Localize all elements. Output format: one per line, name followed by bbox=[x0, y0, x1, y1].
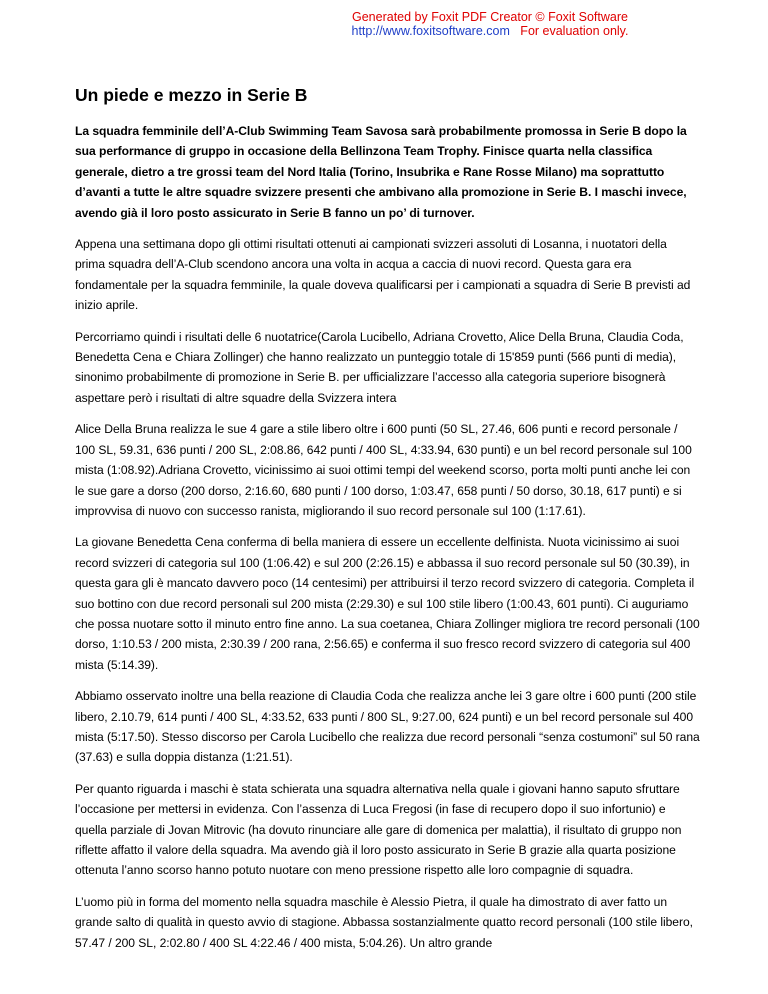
pdf-watermark bbox=[0, 10, 768, 38]
article-paragraph-5: Abbiamo osservato inoltre una bella reazione di Claudia Coda che realizza anche lei 3 gare oltre i 600 punti (200 stile libero, 2.10.79, 614 punti / 400 SL, 4:33.52, 633 punti / 800 SL, 9:27.00, 624 punti) e un bel record personale sul 400 mista (5:17.50). Stesso discorso per Carola Lucibello che realizza due record personali “senza costumoni” sul 50 rana (37.63) e sulla doppia distanza (1:21.51). bbox=[75, 689, 700, 765]
watermark-line-2 bbox=[290, 24, 690, 38]
article-paragraph-6: Per quanto riguarda i maschi è stata schierata una squadra alternativa nella quale i giovani hanno saputo sfruttare l’occasione per mettersi in evidenza. Con l’assenza di Luca Fregosi (in fase di recupero dopo il suo infortunio) e quella parziale di Jovan Mitrovic (ha dovuto rinunciare alle gare di domenica per malattia), il risultato di gruppo non riflette affatto il valore della squadra. Ma avendo già il loro posto assicurato in Serie B grazie alla quarta posizione ottenuta l’anno scorso hanno potuto nuotare con meno pressione rispetto alle loro compagnie di squadra. bbox=[75, 781, 682, 878]
article-paragraph-7: L’uomo più in forma del momento nella squadra maschile è Alessio Pietra, il quale ha dimostrato di aver fatto un grande salto di qualità in questo avvio di stagione. Abbassa sostanzialmente quatto record personali (100 stile libero, 57.47 / 200 SL, 2:02.80 / 400 SL 4:22.46 / 400 mista, 5:04.26). Un altro grande bbox=[75, 894, 693, 950]
watermark-evaluation-note: For evaluation only. bbox=[509, 24, 629, 38]
article-title: Un piede e mezzo in Serie B bbox=[75, 85, 308, 105]
article-paragraph-3: Alice Della Bruna realizza le sue 4 gare a stile libero oltre i 600 punti (50 SL, 27.46, 606 punti e record personale / 100 SL, 59.31, 636 punti / 200 SL, 2:08.86, 642 punti / 400 SL, 4:33.94, 630 punti) e un bel record personale sul 100 mista (1:08.92).Adriana Crovetto, vicinissimo ai suoi ottimi tempi del weekend scorso, porta molti punti anche lei con le sue gare a dorso (200 dorso, 2:16.60, 680 punti / 100 dorso, 1:03.47, 658 punti / 50 dorso, 30.18, 617 punti) e si improvvisa di nuovo con successo ranista, migliorando il suo record personale sul 100 (1:17.61). bbox=[75, 422, 692, 518]
article-paragraph-4: La giovane Benedetta Cena conferma di bella maniera di essere un eccellente delfinista. Nuota vicinissimo ai suoi record svizzeri di categoria sul 100 (1:06.42) e sul 200 (2:26.15) e abbassa il suo record personale sul 50 (30.39), in questa gara gli è mancato davvero poco (14 centesimi) per attribuirsi il terzo record svizzero di categoria. Completa il suo bottino con due record personali sul 200 mista (2:29.30) e sul 100 stile libero (1:00.43, 601 punti). Ci auguriamo che possa nuotare sotto il minuto entro fine anno. La sua coetanea, Chiara Zollinger migliora tre record personali (100 dorso, 1:10.53 / 200 mista, 2:30.39 / 200 rana, 2:56.65) e conferma il suo fresco record svizzero di categoria sul 400 mista (5:14.39). bbox=[75, 535, 700, 672]
watermark-link[interactable]: http://www.foxitsoftware.com bbox=[351, 24, 510, 38]
article-paragraph-2: Percorriamo quindi i risultati delle 6 nuotatrice(Carola Lucibello, Adriana Crovetto, Alice Della Bruna, Claudia Coda, Benedetta Cena e Chiara Zollinger) che hanno realizzato un punteggio totale di 15'859 punti (566 punti di media), sinonimo probabilmente di promozione in Serie B. per ufficializzare l’accesso alla categoria superiore bisognerà aspettare però i risultati di altre squadre della Svizzera intera bbox=[75, 329, 684, 405]
article bbox=[75, 84, 700, 964]
article-paragraph-1: Appena una settimana dopo gli ottimi risultati ottenuti ai campionati svizzeri assoluti di Losanna, i nuotatori della prima squadra dell’A-Club scendono ancora una volta in acqua a caccia di nuovi record. Questa gara era fondamentale per la squadra femminile, la quale doveva qualificarsi per i campionati a squadra di Serie B previsti ad inizio aprile. bbox=[75, 237, 691, 313]
article-lead: La squadra femminile dell’A-Club Swimming Team Savosa sarà probabilmente promossa in Serie B dopo la sua performance di gruppo in occasione della Bellinzona Team Trophy. Finisce quarta nella classifica generale, dietro a tre grossi team del Nord Italia (Torino, Insubrika e Rane Rosse Milano) ma soprattutto d’avanti a tutte le altre squadre svizzere presenti che ambivano alla promozione in Serie B. I maschi invece, avendo già il loro posto assicurato in Serie B fanno un po’ di turnover. bbox=[75, 124, 687, 220]
watermark-line-1: Generated by Foxit PDF Creator © Foxit Software bbox=[352, 10, 628, 24]
